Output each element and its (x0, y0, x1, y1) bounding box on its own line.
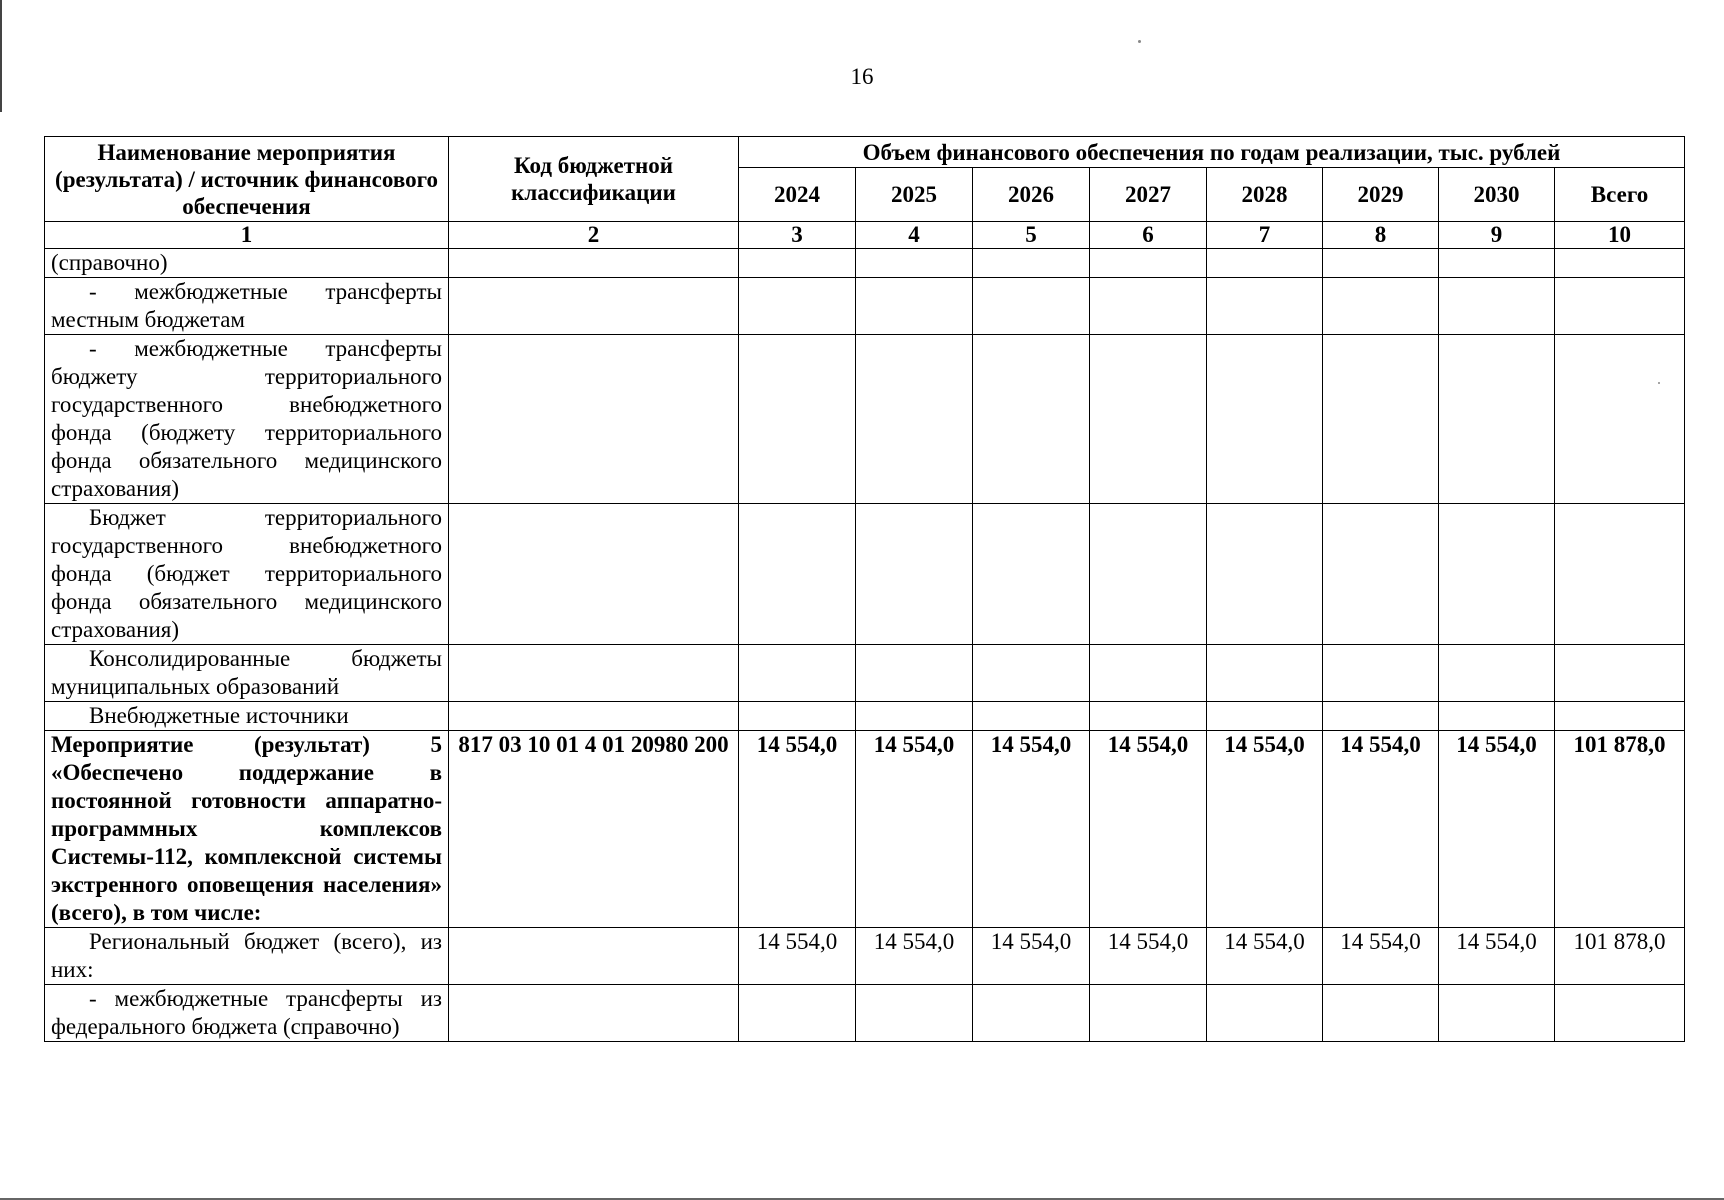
table-header (45, 137, 1685, 249)
table-row (45, 504, 1685, 645)
table-body (45, 249, 1685, 1042)
row-year-value (1439, 504, 1555, 645)
page-number: 16 (850, 64, 874, 89)
row-year-value (1090, 335, 1207, 504)
table-row (45, 928, 1685, 985)
table-row (45, 731, 1685, 928)
column-number: 8 (1323, 222, 1439, 249)
row-year-value (1439, 645, 1555, 702)
row-year-value (973, 645, 1090, 702)
row-total-value (1555, 278, 1685, 335)
row-year-value (856, 335, 973, 504)
column-number: 6 (1090, 222, 1207, 249)
row-code (449, 702, 739, 731)
row-total-value (1555, 645, 1685, 702)
row-code (449, 278, 739, 335)
column-number: 2 (449, 222, 739, 249)
row-total-value (1555, 335, 1685, 504)
table-row (45, 278, 1685, 335)
row-year-value: 14 554,0 (1207, 928, 1323, 985)
header-year: 2026 (973, 168, 1090, 222)
row-year-value (856, 645, 973, 702)
table-row (45, 335, 1685, 504)
row-year-value (1323, 985, 1439, 1042)
row-year-value (973, 335, 1090, 504)
row-year-value (1439, 278, 1555, 335)
header-year: 2029 (1323, 168, 1439, 222)
row-year-value: 14 554,0 (1090, 731, 1207, 928)
column-number: 5 (973, 222, 1090, 249)
row-year-value (739, 249, 856, 278)
row-year-value (739, 278, 856, 335)
row-year-value (973, 249, 1090, 278)
row-year-value (1323, 249, 1439, 278)
row-year-value: 14 554,0 (1439, 731, 1555, 928)
row-year-value (1207, 335, 1323, 504)
row-year-value (1207, 278, 1323, 335)
row-total-value: 101 878,0 (1555, 731, 1685, 928)
row-code (449, 985, 739, 1042)
row-year-value (1439, 985, 1555, 1042)
row-name: Бюджет территориального государственного внебюджетного фонда (бюджет территориального фонда обязательного медицинского страхования) (45, 504, 449, 645)
table-row (45, 249, 1685, 278)
row-year-value: 14 554,0 (1090, 928, 1207, 985)
row-year-value (1090, 504, 1207, 645)
row-year-value: 14 554,0 (973, 731, 1090, 928)
row-year-value: 14 554,0 (1323, 731, 1439, 928)
row-year-value (1207, 985, 1323, 1042)
column-number: 3 (739, 222, 856, 249)
row-year-value: 14 554,0 (739, 928, 856, 985)
header-year: 2024 (739, 168, 856, 222)
row-year-value (1323, 278, 1439, 335)
row-year-value (739, 985, 856, 1042)
column-number: 10 (1555, 222, 1685, 249)
row-year-value (739, 645, 856, 702)
row-year-value: 14 554,0 (856, 731, 973, 928)
row-year-value (973, 702, 1090, 731)
row-year-value: 14 554,0 (973, 928, 1090, 985)
budget-table (44, 136, 1685, 1042)
row-year-value (1323, 504, 1439, 645)
row-year-value (856, 504, 973, 645)
column-number: 4 (856, 222, 973, 249)
column-number: 7 (1207, 222, 1323, 249)
row-name: Региональный бюджет (всего), из них: (45, 928, 449, 985)
row-name: Внебюджетные источники (45, 702, 449, 731)
row-year-value (1323, 645, 1439, 702)
header-name: Наименование мероприятия (результата) / источник финансового обеспечения (45, 137, 449, 222)
row-total-value (1555, 702, 1685, 731)
row-year-value (1090, 702, 1207, 731)
row-year-value (1090, 645, 1207, 702)
table-row (45, 645, 1685, 702)
row-year-value (1323, 702, 1439, 731)
row-name: - межбюджетные трансферты из федерального бюджета (справочно) (45, 985, 449, 1042)
header-code: Код бюджетной классификации (449, 137, 739, 222)
row-year-value (856, 702, 973, 731)
row-total-value (1555, 504, 1685, 645)
row-year-value (739, 335, 856, 504)
row-code: 817 03 10 01 4 01 20980 200 (449, 731, 739, 928)
row-year-value (739, 504, 856, 645)
row-name: Мероприятие (результат) 5 «Обеспечено поддержание в постоянной готовности аппаратно-программных комплексов Системы-112, комплексной системы экстренного оповещения населения» (всего), в том числе: (45, 731, 449, 928)
header-total: Всего (1555, 168, 1685, 222)
row-year-value (1207, 702, 1323, 731)
header-volume: Объем финансового обеспечения по годам реализации, тыс. рублей (739, 137, 1685, 168)
header-year: 2030 (1439, 168, 1555, 222)
table-row (45, 702, 1685, 731)
column-number: 9 (1439, 222, 1555, 249)
header-year: 2028 (1207, 168, 1323, 222)
row-code (449, 335, 739, 504)
row-year-value (1207, 645, 1323, 702)
row-year-value (1207, 504, 1323, 645)
row-total-value: 101 878,0 (1555, 928, 1685, 985)
row-year-value (1439, 335, 1555, 504)
row-year-value (1090, 278, 1207, 335)
row-code (449, 645, 739, 702)
row-year-value (1439, 249, 1555, 278)
row-year-value (1090, 249, 1207, 278)
row-code (449, 249, 739, 278)
row-year-value (856, 985, 973, 1042)
row-name: (справочно) (45, 249, 449, 278)
row-year-value (856, 278, 973, 335)
scan-left-edge (0, 0, 2, 112)
row-year-value: 14 554,0 (1207, 731, 1323, 928)
row-year-value (1207, 249, 1323, 278)
row-total-value (1555, 985, 1685, 1042)
row-year-value (1439, 702, 1555, 731)
row-year-value: 14 554,0 (1323, 928, 1439, 985)
row-year-value (1323, 335, 1439, 504)
row-year-value (973, 504, 1090, 645)
column-number: 1 (45, 222, 449, 249)
row-total-value (1555, 249, 1685, 278)
header-year: 2027 (1090, 168, 1207, 222)
row-name: - межбюджетные трансферты местным бюджетам (45, 278, 449, 335)
row-code (449, 504, 739, 645)
row-year-value: 14 554,0 (856, 928, 973, 985)
row-year-value: 14 554,0 (739, 731, 856, 928)
row-year-value (1090, 985, 1207, 1042)
header-year: 2025 (856, 168, 973, 222)
row-year-value (973, 985, 1090, 1042)
row-year-value: 14 554,0 (1439, 928, 1555, 985)
row-year-value (739, 702, 856, 731)
scan-speck (1138, 40, 1141, 43)
row-year-value (973, 278, 1090, 335)
row-name: Консолидированные бюджеты муниципальных образований (45, 645, 449, 702)
row-year-value (856, 249, 973, 278)
table-row (45, 985, 1685, 1042)
row-name: - межбюджетные трансферты бюджету территориального государственного внебюджетного фонда (бюджету территориального фонда обязательного медицинского страхования) (45, 335, 449, 504)
row-code (449, 928, 739, 985)
